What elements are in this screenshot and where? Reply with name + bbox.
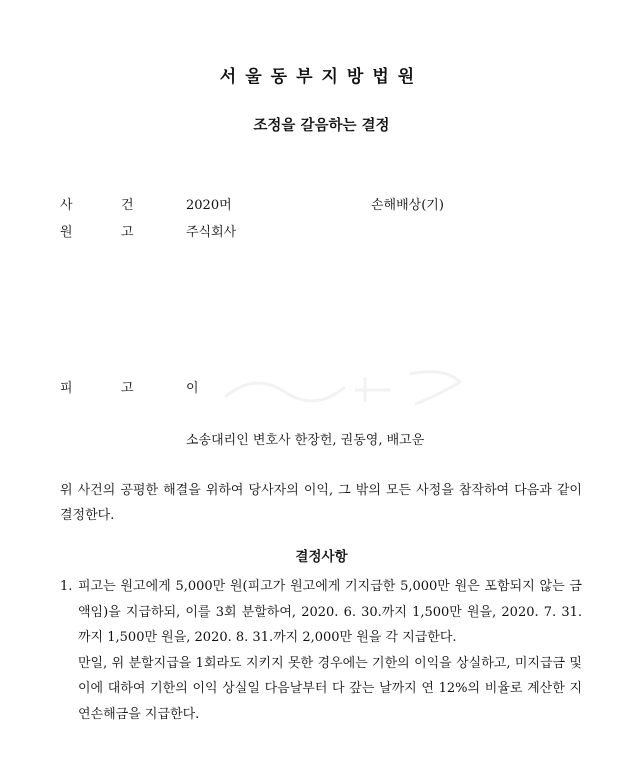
case-name: 손해배상(기) [371, 198, 444, 213]
stamp-watermark [215, 362, 475, 412]
section-title: 결정사항 [295, 549, 348, 565]
court-name: 서울동부지방법원 [219, 67, 424, 87]
case-label-1: 사 [60, 198, 73, 213]
defendant-name: 이 [186, 381, 199, 396]
plaintiff-label-2: 고 [121, 225, 134, 240]
decision-item [78, 574, 582, 727]
item-number: 1. [60, 579, 73, 594]
decision-item-text-2: 만일, 위 분할지급을 1회라도 지키지 못한 경우에는 기한의 이익을 상실하고, 미지급금 및 이에 대하여 기한의 이익 상실일 다음날부터 다 갚는 날까지 연 12%의 비율로 계산한 지연손해금을 지급한다. [78, 655, 582, 722]
case-label-2: 건 [121, 198, 134, 213]
plaintiff-name: 주식회사 [186, 225, 237, 240]
case-number: 2020머 [186, 198, 232, 213]
decision-item-text: 피고는 원고에게 5,000만 원(피고가 원고에게 기지급한 5,000만 원은 포함되지 않는 금액임)을 지급하되, 이를 3회 분할하여, 2020. 6. 30.까지 1,500만 원을, 2020. 7. 31.까지 1,500만 원을, 2020. 8. 31.까지 2,000만 원을 각 지급한다. [78, 579, 582, 645]
defendant-label-1: 피 [60, 381, 73, 396]
document-title: 조정을 갈음하는 결정 [253, 118, 390, 134]
defendant-label-2: 고 [121, 381, 134, 396]
intro-paragraph: 위 사건의 공평한 해결을 위하여 당사자의 이익, 그 밖의 모든 사정을 참작하여 다음과 같이 결정한다. [60, 483, 582, 523]
plaintiff-label-1: 원 [60, 225, 73, 240]
counsel-line: 소송대리인 변호사 한장헌, 권동영, 배고운 [186, 433, 425, 448]
